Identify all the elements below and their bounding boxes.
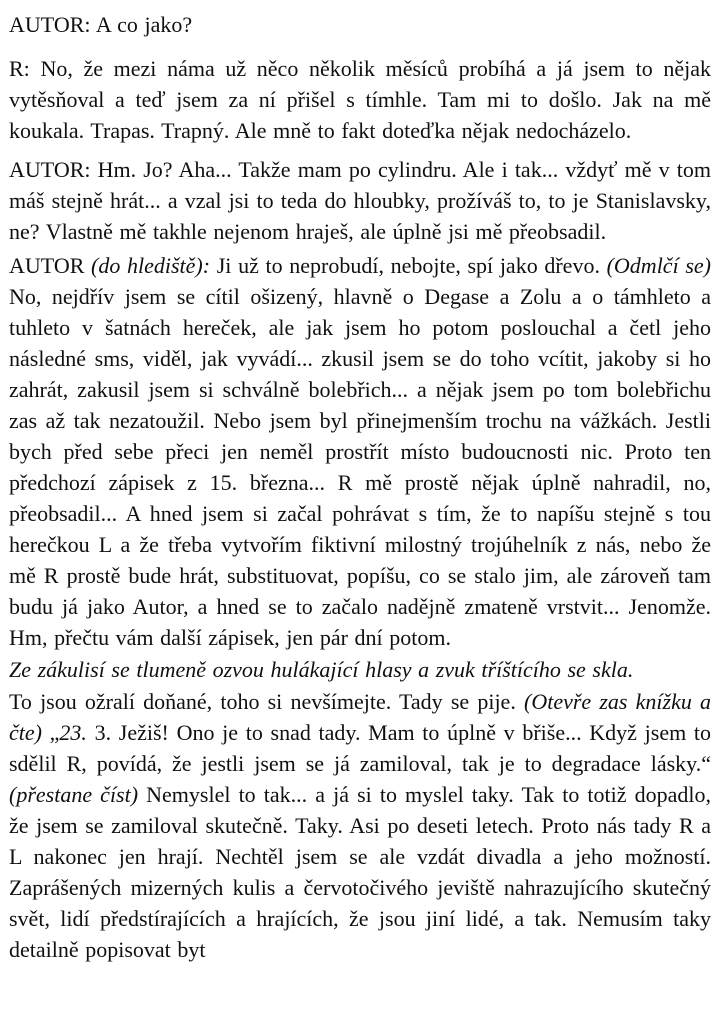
text-segment-italic: 23.	[59, 720, 87, 745]
text-segment-normal: AUTOR: A co jako?	[9, 12, 193, 37]
text-segment-normal: Nemyslel to tak... a já si to myslel taky. Tak to totiž dopadlo, že jsem se zamiloval skutečně. Taky. Asi po deseti letech. Proto nás tady R a L nakonec jen hrají. Nechtěl jsem se ale vzdát divadla a jeho možností. Zaprášených mizerných kulis a červotočivého jeviště nahrazujícího skutečný svět, lidí předstírajících a hrajících, že jsou jiní lidé, a tak. Nemusím taky detailně popisovat byt	[9, 782, 711, 962]
text-segment-italic: (do hlediště):	[91, 253, 211, 278]
paragraph-stage-direction	[9, 654, 711, 685]
text-segment-italic: (Odmlčí se)	[606, 253, 711, 278]
paragraph-dialogue-r-1	[9, 53, 711, 146]
text-segment-normal: „	[41, 720, 60, 745]
text-segment-normal: R: No, že mezi náma už něco několik měsíců probíhá a já jsem to nějak vytěsňoval a teď jsem za ní přišel s tímhle. Tam mi to došlo. Jak na mě koukala. Trapas. Trapný. Ale mně to fakt doteďka nějak nedocházelo.	[9, 56, 711, 143]
text-segment-normal: To jsou ožralí doňané, toho si nevšímejte. Tady se pije.	[9, 689, 524, 714]
paragraph-dialogue-autor-4	[9, 686, 711, 965]
paragraph-dialogue-autor-3	[9, 250, 711, 653]
text-segment-italic: (přestane číst)	[9, 782, 139, 807]
text-segment-normal: AUTOR: Hm. Jo? Aha... Takže mam po cylindru. Ale i tak... vždyť mě v tom máš stejně hrát... a vzal jsi to teda do hloubky, prožíváš to, to je Stanislavsky, ne? Vlastně mě takhle nejenom hraješ, ale úplně jsi mě přeobsadil.	[9, 157, 711, 244]
text-segment-normal: AUTOR	[9, 253, 92, 278]
text-segment-italic: Ze zákulisí se tlumeně ozvou hulákající hlasy a zvuk tříštícího se skla.	[9, 657, 634, 682]
text-segment-italic: (Otevře zas knížku a čte)	[9, 689, 711, 745]
paragraph-dialogue-autor-2	[9, 154, 711, 247]
text-segment-normal: 3. Ježiš! Ono je to snad tady. Mam to úplně v břiše... Když jsem to sdělil R, povídá, že jestli jsem se já zamiloval, tak je to degradace lásky.“	[9, 720, 711, 776]
paragraph-dialogue-autor-1	[9, 9, 711, 40]
text-segment-normal: Ji už to neprobudí, nebojte, spí jako dřevo.	[210, 253, 607, 278]
text-segment-normal: No, nejdřív jsem se cítil ošizený, hlavně o Degase a Zolu a o támhleto a tuhleto v šatnách hereček, ale jak jsem ho potom poslouchal a četl jeho následné sms, viděl, jak vyvádí... zkusil jsem se do toho vcítit, jakoby si ho zahrát, zakusil jsem si schválně bolebřich... a nějak jsem po tom bolebřichu zas až tak nezatoužil. Nebo jsem byl přinejmenším trochu na vážkách. Jestli bych před sebe přeci jen neměl prostřít místo budoucnosti nic. Proto ten předchozí zápisek z 15. března... R mě prostě nějak úplně nahradil, no, přeobsadil... A hned jsem si začal pohrávat s tím, že to napíšu stejně s tou herečkou L a že třeba vytvořím fiktivní milostný trojúhelník z nás, nebo že mě R prostě bude hrát, substituovat, popíšu, co se stalo jim, ale zároveň tam budu já jako Autor, a hned se to začalo nadějně zmateně vrstvit... Jenomže. Hm, přečtu vám další zápisek, jen pár dní potom.	[9, 284, 711, 650]
